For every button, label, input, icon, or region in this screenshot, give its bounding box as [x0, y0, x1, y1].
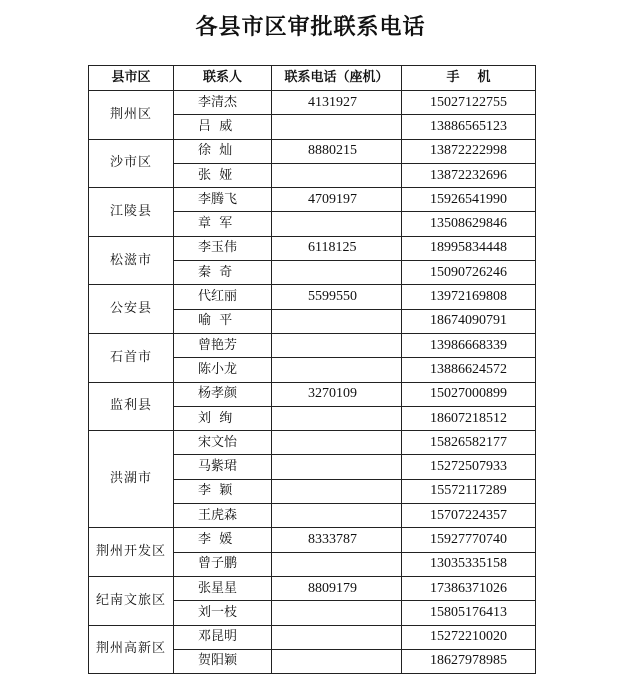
- landline-cell: [272, 333, 402, 357]
- mobile-cell: 18674090791: [402, 309, 536, 333]
- table-row: [89, 382, 536, 406]
- table-row: [89, 576, 536, 600]
- landline-cell: 8880215: [272, 139, 402, 163]
- mobile-cell: 15826582177: [402, 431, 536, 455]
- contact-name-cell: 李 颖: [174, 479, 272, 503]
- header-county: 县市区: [89, 66, 174, 91]
- county-cell: 江陵县: [89, 188, 174, 237]
- contact-name-cell: 张星星: [174, 576, 272, 600]
- mobile-cell: 18995834448: [402, 236, 536, 260]
- contact-name-cell: 王虎森: [174, 504, 272, 528]
- contact-name-cell: 章 军: [174, 212, 272, 236]
- mobile-cell: 13035335158: [402, 552, 536, 576]
- contact-name-cell: 刘一枝: [174, 601, 272, 625]
- mobile-cell: 15805176413: [402, 601, 536, 625]
- landline-cell: [272, 212, 402, 236]
- contact-name-cell: 宋文怡: [174, 431, 272, 455]
- mobile-cell: 15027000899: [402, 382, 536, 406]
- contact-name-cell: 邓昆明: [174, 625, 272, 649]
- landline-cell: 3270109: [272, 382, 402, 406]
- table-row: [89, 625, 536, 649]
- table-row: [89, 528, 536, 552]
- landline-cell: 4131927: [272, 91, 402, 115]
- header-landline: 联系电话（座机）: [272, 66, 402, 91]
- contact-name-cell: 李玉伟: [174, 236, 272, 260]
- landline-cell: 8333787: [272, 528, 402, 552]
- landline-cell: [272, 115, 402, 139]
- landline-cell: [272, 479, 402, 503]
- mobile-cell: 15926541990: [402, 188, 536, 212]
- contact-name-cell: 喻 平: [174, 309, 272, 333]
- landline-cell: [272, 261, 402, 285]
- contact-name-cell: 吕 威: [174, 115, 272, 139]
- mobile-cell: 13872222998: [402, 139, 536, 163]
- landline-cell: 4709197: [272, 188, 402, 212]
- landline-cell: [272, 431, 402, 455]
- table-row: [89, 139, 536, 163]
- landline-cell: [272, 625, 402, 649]
- county-cell: 洪湖市: [89, 431, 174, 528]
- mobile-cell: 17386371026: [402, 576, 536, 600]
- county-cell: 荆州区: [89, 91, 174, 140]
- mobile-cell: 15927770740: [402, 528, 536, 552]
- landline-cell: [272, 649, 402, 673]
- landline-cell: [272, 455, 402, 479]
- table-row: [89, 285, 536, 309]
- contact-name-cell: 张 娅: [174, 163, 272, 187]
- table-row: [89, 236, 536, 260]
- contact-name-cell: 李腾飞: [174, 188, 272, 212]
- contact-name-cell: 李 媛: [174, 528, 272, 552]
- county-cell: 监利县: [89, 382, 174, 431]
- contact-name-cell: 代红丽: [174, 285, 272, 309]
- landline-cell: 5599550: [272, 285, 402, 309]
- mobile-cell: 13886565123: [402, 115, 536, 139]
- mobile-cell: 13508629846: [402, 212, 536, 236]
- contact-name-cell: 曾艳芳: [174, 333, 272, 357]
- page-title: 各县市区审批联系电话: [195, 15, 426, 40]
- contact-name-cell: 秦 奇: [174, 261, 272, 285]
- contact-name-cell: 曾子鹏: [174, 552, 272, 576]
- table-body: [89, 91, 536, 674]
- mobile-cell: 18607218512: [402, 406, 536, 430]
- landline-cell: [272, 504, 402, 528]
- mobile-cell: 18627978985: [402, 649, 536, 673]
- landline-cell: [272, 163, 402, 187]
- mobile-cell: 13886624572: [402, 358, 536, 382]
- county-cell: 纪南文旅区: [89, 576, 174, 625]
- contact-name-cell: 贺阳颖: [174, 649, 272, 673]
- mobile-cell: 15572117289: [402, 479, 536, 503]
- table-row: [89, 188, 536, 212]
- mobile-cell: 13972169808: [402, 285, 536, 309]
- contact-table: [88, 65, 536, 674]
- header-row: [89, 66, 536, 91]
- mobile-cell: 15090726246: [402, 261, 536, 285]
- landline-cell: [272, 358, 402, 382]
- table-row: [89, 91, 536, 115]
- mobile-cell: 13986668339: [402, 333, 536, 357]
- contact-name-cell: 马紫珺: [174, 455, 272, 479]
- mobile-cell: 15272210020: [402, 625, 536, 649]
- county-cell: 沙市区: [89, 139, 174, 188]
- landline-cell: [272, 552, 402, 576]
- table-row: [89, 333, 536, 357]
- contact-name-cell: 陈小龙: [174, 358, 272, 382]
- county-cell: 荆州开发区: [89, 528, 174, 577]
- landline-cell: [272, 309, 402, 333]
- header-contact: 联系人: [174, 66, 272, 91]
- contact-name-cell: 李清杰: [174, 91, 272, 115]
- header-mobile: 手 机: [402, 66, 536, 91]
- landline-cell: [272, 601, 402, 625]
- county-cell: 石首市: [89, 333, 174, 382]
- mobile-cell: 15707224357: [402, 504, 536, 528]
- contact-name-cell: 杨孝颜: [174, 382, 272, 406]
- contact-name-cell: 刘 绚: [174, 406, 272, 430]
- county-cell: 公安县: [89, 285, 174, 334]
- landline-cell: [272, 406, 402, 430]
- landline-cell: 6118125: [272, 236, 402, 260]
- mobile-cell: 13872232696: [402, 163, 536, 187]
- landline-cell: 8809179: [272, 576, 402, 600]
- mobile-cell: 15027122755: [402, 91, 536, 115]
- table-row: [89, 431, 536, 455]
- mobile-cell: 15272507933: [402, 455, 536, 479]
- contact-name-cell: 徐 灿: [174, 139, 272, 163]
- county-cell: 松滋市: [89, 236, 174, 285]
- county-cell: 荆州高新区: [89, 625, 174, 674]
